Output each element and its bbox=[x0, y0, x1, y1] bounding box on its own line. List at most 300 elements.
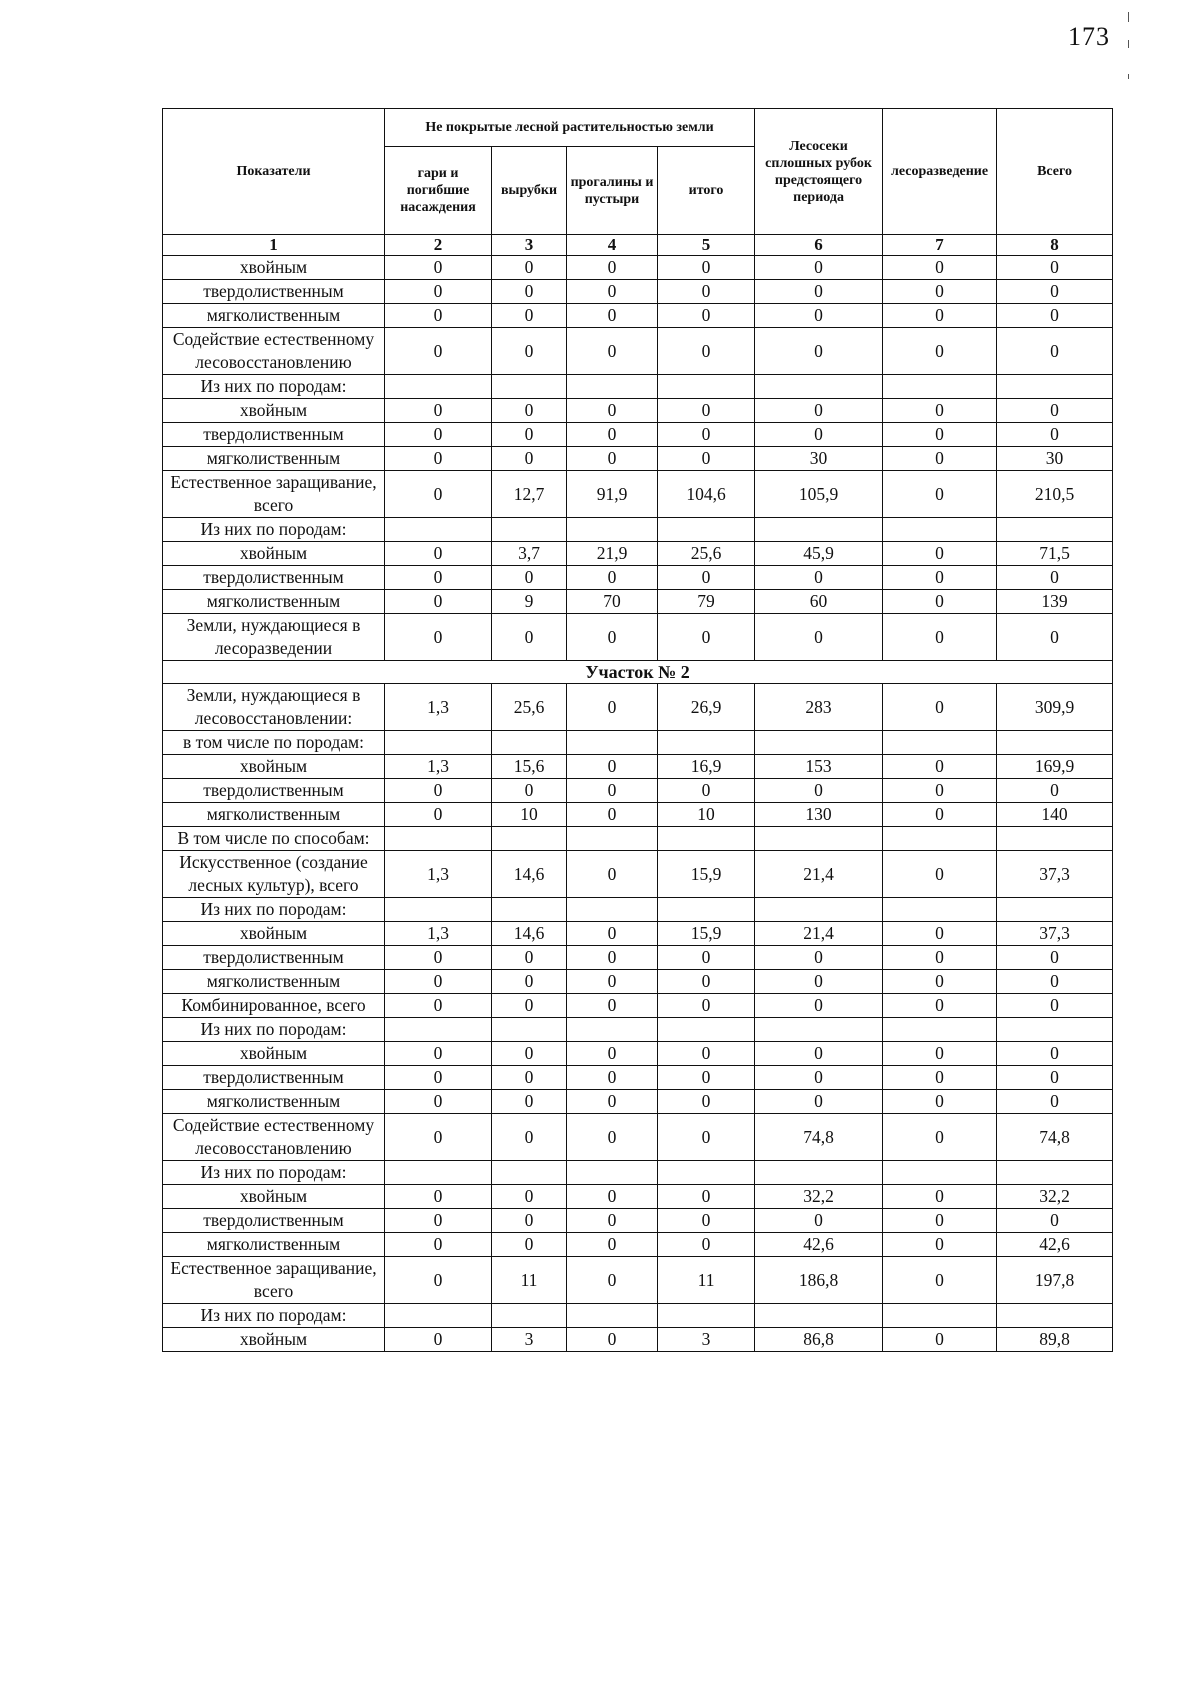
cell-value: 0 bbox=[658, 304, 755, 328]
cell-value: 186,8 bbox=[755, 1257, 883, 1304]
cell-value: 0 bbox=[883, 447, 997, 471]
row-label: мягколиственным bbox=[163, 1090, 385, 1114]
cell-value: 0 bbox=[755, 779, 883, 803]
cell-value bbox=[883, 827, 997, 851]
cell-value: 0 bbox=[883, 994, 997, 1018]
cell-value: 0 bbox=[755, 994, 883, 1018]
cell-value: 0 bbox=[997, 946, 1113, 970]
cell-value: 0 bbox=[492, 1090, 567, 1114]
cell-value bbox=[492, 827, 567, 851]
table-row bbox=[163, 447, 1113, 471]
cell-value: 0 bbox=[567, 399, 658, 423]
cell-value: 0 bbox=[567, 1185, 658, 1209]
cell-value: 0 bbox=[755, 970, 883, 994]
cell-value: 0 bbox=[567, 447, 658, 471]
cell-value bbox=[385, 375, 492, 399]
cell-value: 0 bbox=[883, 471, 997, 518]
table-row bbox=[163, 1209, 1113, 1233]
cell-value: 0 bbox=[385, 566, 492, 590]
cell-value: 0 bbox=[385, 328, 492, 375]
cell-value: 37,3 bbox=[997, 851, 1113, 898]
cell-value: 21,4 bbox=[755, 851, 883, 898]
cell-value: 0 bbox=[883, 1090, 997, 1114]
cell-value: 0 bbox=[658, 1042, 755, 1066]
cell-value: 0 bbox=[385, 256, 492, 280]
cell-value bbox=[658, 827, 755, 851]
table-row bbox=[163, 542, 1113, 566]
cell-value bbox=[755, 827, 883, 851]
cell-value: 197,8 bbox=[997, 1257, 1113, 1304]
cell-value: 0 bbox=[567, 946, 658, 970]
header-glades: прогалины и пустыри bbox=[567, 147, 658, 235]
cell-value: 0 bbox=[658, 423, 755, 447]
cell-value: 0 bbox=[567, 994, 658, 1018]
cell-value: 0 bbox=[567, 328, 658, 375]
cell-value: 0 bbox=[567, 1114, 658, 1161]
cell-value bbox=[658, 518, 755, 542]
cell-value: 0 bbox=[755, 1090, 883, 1114]
column-number: 1 bbox=[163, 235, 385, 256]
table-row bbox=[163, 851, 1113, 898]
section-title: Участок № 2 bbox=[163, 661, 1113, 684]
cell-value: 71,5 bbox=[997, 542, 1113, 566]
cell-value bbox=[658, 1018, 755, 1042]
table-row bbox=[163, 827, 1113, 851]
table-row bbox=[163, 1185, 1113, 1209]
row-label: мягколиственным bbox=[163, 304, 385, 328]
cell-value: 89,8 bbox=[997, 1328, 1113, 1352]
cell-value: 0 bbox=[883, 1185, 997, 1209]
column-number: 8 bbox=[997, 235, 1113, 256]
cell-value: 0 bbox=[658, 970, 755, 994]
cell-value: 26,9 bbox=[658, 684, 755, 731]
row-label: хвойным bbox=[163, 256, 385, 280]
cell-value: 0 bbox=[492, 970, 567, 994]
table-row bbox=[163, 304, 1113, 328]
cell-value bbox=[755, 898, 883, 922]
cell-value bbox=[385, 1304, 492, 1328]
table-row bbox=[163, 423, 1113, 447]
cell-value: 0 bbox=[883, 1066, 997, 1090]
cell-value: 0 bbox=[567, 423, 658, 447]
row-label: хвойным bbox=[163, 1328, 385, 1352]
cell-value: 0 bbox=[385, 471, 492, 518]
cell-value: 25,6 bbox=[492, 684, 567, 731]
cell-value bbox=[883, 898, 997, 922]
cell-value: 3 bbox=[658, 1328, 755, 1352]
row-label: мягколиственным bbox=[163, 590, 385, 614]
cell-value: 0 bbox=[492, 447, 567, 471]
row-label: Из них по породам: bbox=[163, 1304, 385, 1328]
row-label: твердолиственным bbox=[163, 423, 385, 447]
cell-value: 0 bbox=[883, 1257, 997, 1304]
cell-value: 0 bbox=[492, 1114, 567, 1161]
row-label: Из них по породам: bbox=[163, 1161, 385, 1185]
cell-value bbox=[567, 827, 658, 851]
cell-value: 0 bbox=[385, 970, 492, 994]
cell-value: 0 bbox=[658, 280, 755, 304]
table-row bbox=[163, 1233, 1113, 1257]
cell-value: 0 bbox=[492, 1185, 567, 1209]
cell-value: 15,9 bbox=[658, 922, 755, 946]
cell-value: 0 bbox=[658, 614, 755, 661]
row-label: хвойным bbox=[163, 922, 385, 946]
cell-value bbox=[658, 731, 755, 755]
row-label: Искусственное (создание лесных культур), всего bbox=[163, 851, 385, 898]
page-number: 173 bbox=[1068, 22, 1110, 51]
cell-value: 0 bbox=[755, 256, 883, 280]
cell-value: 0 bbox=[658, 1114, 755, 1161]
cell-value bbox=[883, 518, 997, 542]
cell-value: 0 bbox=[997, 304, 1113, 328]
cell-value: 0 bbox=[883, 1114, 997, 1161]
cell-value: 0 bbox=[883, 423, 997, 447]
cell-value bbox=[385, 731, 492, 755]
cell-value: 210,5 bbox=[997, 471, 1113, 518]
cell-value bbox=[883, 1018, 997, 1042]
cell-value: 0 bbox=[997, 328, 1113, 375]
cell-value: 0 bbox=[883, 328, 997, 375]
cell-value: 0 bbox=[567, 1066, 658, 1090]
table-row bbox=[163, 803, 1113, 827]
cell-value: 9 bbox=[492, 590, 567, 614]
cell-value: 79 bbox=[658, 590, 755, 614]
column-number: 3 bbox=[492, 235, 567, 256]
table-row bbox=[163, 1114, 1113, 1161]
cell-value: 0 bbox=[567, 851, 658, 898]
table-row bbox=[163, 280, 1113, 304]
cell-value bbox=[755, 1018, 883, 1042]
row-label: Содействие естественному лесовосстановлению bbox=[163, 328, 385, 375]
cell-value: 0 bbox=[883, 1233, 997, 1257]
cell-value bbox=[567, 518, 658, 542]
cell-value bbox=[492, 1161, 567, 1185]
table-row bbox=[163, 1018, 1113, 1042]
cell-value: 1,3 bbox=[385, 755, 492, 779]
cell-value: 0 bbox=[997, 1209, 1113, 1233]
cell-value: 0 bbox=[658, 779, 755, 803]
cell-value: 0 bbox=[883, 779, 997, 803]
cell-value bbox=[385, 898, 492, 922]
cell-value: 0 bbox=[567, 256, 658, 280]
table-row bbox=[163, 1066, 1113, 1090]
cell-value: 0 bbox=[492, 614, 567, 661]
cell-value: 0 bbox=[385, 1328, 492, 1352]
column-number: 2 bbox=[385, 235, 492, 256]
cell-value: 0 bbox=[755, 1066, 883, 1090]
row-label: Из них по породам: bbox=[163, 898, 385, 922]
cell-value: 0 bbox=[997, 1042, 1113, 1066]
cell-value: 0 bbox=[567, 1090, 658, 1114]
cell-value: 0 bbox=[567, 779, 658, 803]
cell-value: 0 bbox=[567, 304, 658, 328]
cell-value: 0 bbox=[492, 1209, 567, 1233]
row-label: Из них по породам: bbox=[163, 518, 385, 542]
cell-value: 0 bbox=[567, 280, 658, 304]
cell-value: 0 bbox=[385, 1066, 492, 1090]
cell-value: 10 bbox=[492, 803, 567, 827]
column-number: 7 bbox=[883, 235, 997, 256]
row-label: хвойным bbox=[163, 399, 385, 423]
cell-value: 0 bbox=[658, 1090, 755, 1114]
cell-value bbox=[567, 1018, 658, 1042]
cell-value: 37,3 bbox=[997, 922, 1113, 946]
cell-value: 42,6 bbox=[755, 1233, 883, 1257]
section-row bbox=[163, 661, 1113, 684]
cell-value: 0 bbox=[883, 946, 997, 970]
cell-value: 0 bbox=[567, 1328, 658, 1352]
cell-value bbox=[997, 1304, 1113, 1328]
cell-value: 30 bbox=[997, 447, 1113, 471]
row-label: мягколиственным bbox=[163, 970, 385, 994]
cell-value: 0 bbox=[883, 1328, 997, 1352]
cell-value: 0 bbox=[658, 566, 755, 590]
cell-value: 0 bbox=[658, 1066, 755, 1090]
scan-edge-mark bbox=[1128, 40, 1129, 48]
cell-value bbox=[492, 375, 567, 399]
scan-edge-mark bbox=[1128, 74, 1129, 79]
table-row bbox=[163, 779, 1113, 803]
cell-value: 0 bbox=[755, 328, 883, 375]
cell-value bbox=[997, 518, 1113, 542]
table-row bbox=[163, 946, 1113, 970]
cell-value: 60 bbox=[755, 590, 883, 614]
cell-value: 0 bbox=[658, 994, 755, 1018]
column-numbers-row bbox=[163, 235, 1113, 256]
cell-value: 0 bbox=[883, 566, 997, 590]
cell-value bbox=[567, 731, 658, 755]
cell-value: 0 bbox=[492, 1042, 567, 1066]
cell-value: 0 bbox=[567, 922, 658, 946]
cell-value: 0 bbox=[385, 1114, 492, 1161]
cell-value: 91,9 bbox=[567, 471, 658, 518]
cell-value bbox=[567, 1161, 658, 1185]
cell-value: 0 bbox=[883, 614, 997, 661]
row-label: твердолиственным bbox=[163, 1209, 385, 1233]
column-number: 4 bbox=[567, 235, 658, 256]
cell-value: 0 bbox=[492, 994, 567, 1018]
cell-value bbox=[755, 1161, 883, 1185]
cell-value: 74,8 bbox=[755, 1114, 883, 1161]
cell-value bbox=[755, 375, 883, 399]
cell-value: 0 bbox=[755, 1209, 883, 1233]
table-header bbox=[163, 109, 1113, 235]
table-row bbox=[163, 614, 1113, 661]
cell-value: 14,6 bbox=[492, 851, 567, 898]
cell-value: 0 bbox=[883, 304, 997, 328]
cell-value: 0 bbox=[997, 970, 1113, 994]
cell-value: 11 bbox=[658, 1257, 755, 1304]
cell-value: 0 bbox=[997, 1090, 1113, 1114]
cell-value bbox=[755, 518, 883, 542]
header-afforestation: лесоразведение bbox=[883, 109, 997, 235]
cell-value: 0 bbox=[492, 423, 567, 447]
cell-value: 3 bbox=[492, 1328, 567, 1352]
cell-value: 15,6 bbox=[492, 755, 567, 779]
row-label: Комбинированное, всего bbox=[163, 994, 385, 1018]
table-row bbox=[163, 375, 1113, 399]
cell-value: 25,6 bbox=[658, 542, 755, 566]
table-row bbox=[163, 1328, 1113, 1352]
cell-value: 0 bbox=[385, 447, 492, 471]
cell-value: 0 bbox=[755, 566, 883, 590]
cell-value: 0 bbox=[385, 590, 492, 614]
cell-value: 0 bbox=[385, 280, 492, 304]
cell-value: 0 bbox=[658, 256, 755, 280]
cell-value bbox=[997, 827, 1113, 851]
table-row bbox=[163, 1257, 1113, 1304]
cell-value: 153 bbox=[755, 755, 883, 779]
cell-value: 32,2 bbox=[755, 1185, 883, 1209]
table-row bbox=[163, 590, 1113, 614]
cell-value: 0 bbox=[755, 399, 883, 423]
cell-value: 0 bbox=[883, 684, 997, 731]
cell-value: 15,9 bbox=[658, 851, 755, 898]
cell-value: 104,6 bbox=[658, 471, 755, 518]
cell-value: 0 bbox=[567, 755, 658, 779]
cell-value: 0 bbox=[997, 423, 1113, 447]
cell-value: 0 bbox=[755, 614, 883, 661]
cell-value: 12,7 bbox=[492, 471, 567, 518]
cell-value bbox=[385, 1018, 492, 1042]
table-row bbox=[163, 399, 1113, 423]
row-label: Из них по породам: bbox=[163, 1018, 385, 1042]
cell-value: 0 bbox=[385, 1042, 492, 1066]
cell-value: 1,3 bbox=[385, 851, 492, 898]
cell-value: 21,9 bbox=[567, 542, 658, 566]
row-label: Естественное заращивание, всего bbox=[163, 471, 385, 518]
cell-value: 0 bbox=[385, 803, 492, 827]
cell-value: 0 bbox=[755, 304, 883, 328]
cell-value bbox=[658, 1304, 755, 1328]
table-row bbox=[163, 1161, 1113, 1185]
column-number: 6 bbox=[755, 235, 883, 256]
cell-value bbox=[385, 518, 492, 542]
cell-value: 1,3 bbox=[385, 922, 492, 946]
cell-value: 70 bbox=[567, 590, 658, 614]
cell-value: 11 bbox=[492, 1257, 567, 1304]
row-label: В том числе по способам: bbox=[163, 827, 385, 851]
cell-value: 0 bbox=[567, 1233, 658, 1257]
cell-value bbox=[567, 1304, 658, 1328]
cell-value: 0 bbox=[883, 851, 997, 898]
cell-value: 0 bbox=[567, 1042, 658, 1066]
cell-value bbox=[492, 1304, 567, 1328]
cell-value: 0 bbox=[492, 256, 567, 280]
cell-value: 10 bbox=[658, 803, 755, 827]
cell-value: 0 bbox=[492, 946, 567, 970]
header-burns: гари и погибшие насаждения bbox=[385, 147, 492, 235]
cell-value: 0 bbox=[385, 1233, 492, 1257]
cell-value: 0 bbox=[997, 614, 1113, 661]
cell-value: 0 bbox=[492, 1066, 567, 1090]
cell-value: 0 bbox=[567, 566, 658, 590]
cell-value: 0 bbox=[492, 280, 567, 304]
cell-value: 0 bbox=[385, 1257, 492, 1304]
cell-value bbox=[492, 898, 567, 922]
cell-value: 0 bbox=[658, 1209, 755, 1233]
cell-value: 45,9 bbox=[755, 542, 883, 566]
cell-value: 86,8 bbox=[755, 1328, 883, 1352]
cell-value: 0 bbox=[997, 566, 1113, 590]
cell-value: 0 bbox=[997, 994, 1113, 1018]
cell-value: 0 bbox=[492, 328, 567, 375]
row-label: в том числе по породам: bbox=[163, 731, 385, 755]
cell-value: 0 bbox=[492, 304, 567, 328]
table-row bbox=[163, 755, 1113, 779]
table-row bbox=[163, 970, 1113, 994]
cell-value: 309,9 bbox=[997, 684, 1113, 731]
row-label: Земли, нуждающиеся в лесоразведении bbox=[163, 614, 385, 661]
table-row bbox=[163, 731, 1113, 755]
table-row bbox=[163, 994, 1113, 1018]
cell-value bbox=[567, 375, 658, 399]
cell-value bbox=[883, 375, 997, 399]
cell-value bbox=[997, 898, 1113, 922]
cell-value: 0 bbox=[997, 399, 1113, 423]
cell-value: 0 bbox=[658, 1233, 755, 1257]
cell-value: 14,6 bbox=[492, 922, 567, 946]
table-row bbox=[163, 471, 1113, 518]
row-label: Содействие естественному лесовосстановлению bbox=[163, 1114, 385, 1161]
cell-value: 283 bbox=[755, 684, 883, 731]
table-body bbox=[163, 235, 1113, 1352]
row-label: твердолиственным bbox=[163, 566, 385, 590]
cell-value bbox=[658, 898, 755, 922]
row-label: твердолиственным bbox=[163, 1066, 385, 1090]
scan-edge-mark bbox=[1128, 12, 1129, 22]
cell-value bbox=[997, 375, 1113, 399]
cell-value: 0 bbox=[883, 922, 997, 946]
table-row bbox=[163, 328, 1113, 375]
cell-value: 0 bbox=[492, 399, 567, 423]
cell-value bbox=[492, 1018, 567, 1042]
cell-value bbox=[385, 1161, 492, 1185]
cell-value: 0 bbox=[883, 256, 997, 280]
cell-value: 0 bbox=[385, 399, 492, 423]
cell-value: 139 bbox=[997, 590, 1113, 614]
forest-restoration-table bbox=[162, 108, 1113, 1352]
row-label: хвойным bbox=[163, 542, 385, 566]
header-indicator: Показатели bbox=[163, 109, 385, 235]
cell-value: 0 bbox=[385, 1209, 492, 1233]
cell-value: 42,6 bbox=[997, 1233, 1113, 1257]
cell-value: 0 bbox=[883, 280, 997, 304]
row-label: хвойным bbox=[163, 755, 385, 779]
cell-value: 0 bbox=[883, 1209, 997, 1233]
cell-value: 0 bbox=[997, 1066, 1113, 1090]
table-row bbox=[163, 566, 1113, 590]
cell-value bbox=[883, 1161, 997, 1185]
cell-value: 0 bbox=[385, 1090, 492, 1114]
row-label: Земли, нуждающиеся в лесовосстановлении: bbox=[163, 684, 385, 731]
cell-value: 3,7 bbox=[492, 542, 567, 566]
cell-value bbox=[997, 1161, 1113, 1185]
cell-value: 0 bbox=[755, 1042, 883, 1066]
table-row bbox=[163, 1304, 1113, 1328]
cell-value bbox=[883, 1304, 997, 1328]
cell-value bbox=[997, 1018, 1113, 1042]
cell-value: 0 bbox=[883, 1042, 997, 1066]
header-total: Всего bbox=[997, 109, 1113, 235]
cell-value: 0 bbox=[385, 542, 492, 566]
row-label: Из них по породам: bbox=[163, 375, 385, 399]
cell-value: 0 bbox=[883, 590, 997, 614]
cell-value bbox=[492, 731, 567, 755]
cell-value: 0 bbox=[755, 423, 883, 447]
cell-value: 0 bbox=[492, 779, 567, 803]
cell-value: 0 bbox=[883, 399, 997, 423]
